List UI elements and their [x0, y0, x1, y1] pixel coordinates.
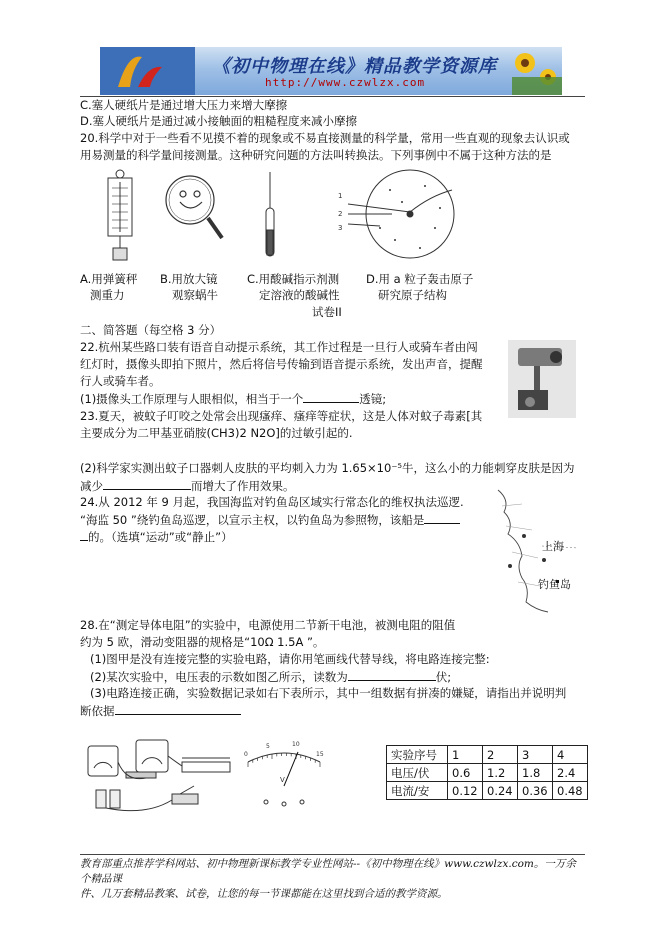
banner-url[interactable]: http://www.czwlzx.com	[265, 76, 426, 89]
q23-line2: 主要成分为二甲基亚硝胺(CH3)2 N2O]的过敏引起的.	[80, 426, 353, 440]
q28-sub2: (2)某次实验中，电压表的示数如图乙所示，读数为 伏;	[90, 670, 452, 684]
q24-line2: “海监 50 ”绕钓鱼岛巡逻，以宣示主权，以钓鱼岛为参照物，该船是	[80, 511, 460, 528]
q28-sub3: (3)电路连接正确，实验数据记录如右下表所示，其中一组数据有拼凑的嫌疑，请指出并说明判	[90, 686, 567, 700]
map-figure	[492, 486, 584, 614]
table-cell: 电流/安	[387, 782, 448, 800]
section-heading: 二、简答题（每空格 3 分）	[80, 323, 222, 337]
magnifier-icon	[166, 176, 222, 238]
table-cell: 2	[483, 746, 518, 764]
q22-sub1: (1)摄像头工作原理与人眼相似，相当于一个 透镜;	[80, 392, 387, 406]
table-cell: 实验序号	[387, 746, 448, 764]
footer-rule	[80, 854, 585, 855]
leaves-decoration	[512, 77, 562, 95]
footer-line2: 件、几万套精品教案、试卷，让您的每一节课都能在这里找到合适的教学资源。	[80, 888, 448, 900]
table-row	[387, 746, 588, 764]
spring-scale-icon	[108, 170, 132, 260]
q20-line2: 用易测量的科学量间接测量。这种研究问题的方法叫转换法。下列事例中不属于这种方法的是	[80, 148, 552, 162]
dial-tick-label: 10	[292, 741, 300, 748]
dial-tick-label: 15	[316, 751, 324, 758]
q22-line2: 红灯时，摄像头即拍下照片，然后将信号传输到语音提示系统，发出声音，提醒	[80, 357, 483, 371]
table-cell: 0.6	[448, 764, 483, 782]
map-label-diaoyu: 钓鱼岛	[538, 578, 571, 591]
table-cell: 0.12	[448, 782, 483, 800]
q20-line1: 20.科学中对于一些看不见摸不着的现象或不易直接测量的科学量，常用一些直观的现象去认识或	[80, 131, 570, 145]
paper-label: 试卷II	[312, 305, 342, 319]
table-row	[387, 764, 588, 782]
table-cell: 2.4	[553, 764, 588, 782]
rheostat-icon	[182, 762, 230, 772]
table-cell: 4	[553, 746, 588, 764]
q20-option-b: B.用放大镜 观察蜗牛	[160, 272, 218, 302]
data-table	[386, 745, 588, 800]
answer-blank[interactable]	[348, 668, 436, 681]
q23-line1: 23.夏天，被蚊子叮咬之处常会出现瘙痒、瘙痒等症状，这是人体对蚊子毒素[其	[80, 409, 483, 423]
table-row	[387, 782, 588, 800]
logo-backdrop	[100, 47, 195, 95]
ammeter-icon	[88, 746, 118, 776]
q22-line3: 行人或骑车者。	[80, 374, 161, 388]
test-tube-icon	[266, 172, 274, 256]
q28-line2: 约为 5 欧，滑动变阻器的规格是“10Ω 1.5A ”。	[80, 635, 325, 649]
dial-needle	[284, 752, 298, 786]
map-label-shanghai: 上海	[542, 540, 564, 553]
header-banner	[100, 47, 562, 95]
voltmeter-dial-figure	[236, 734, 332, 818]
q28-line1: 28.在“测定导体电阻”的实验中，电源使用二节新干电池，被测电阻的阻值	[80, 618, 456, 632]
table-cell: 0.24	[483, 782, 518, 800]
answer-blank[interactable]	[424, 511, 460, 524]
q20-option-d: D.用 a 粒子轰击原子 研究原子结构	[366, 272, 474, 302]
voltmeter-icon	[136, 740, 168, 772]
svg-text:3: 3	[338, 224, 343, 232]
answer-blank[interactable]	[103, 477, 191, 490]
q20-option-c: C.用酸碱指示剂测 定溶液的酸碱性	[247, 272, 340, 302]
answer-blank-cont[interactable]	[80, 528, 88, 541]
answer-blank[interactable]	[303, 390, 359, 403]
q28-sub1: (1)图甲是没有连接完整的实验电路，请你用笔画线代替导线，将电路连接完整:	[90, 652, 490, 666]
q20-illustrations	[80, 168, 580, 268]
q24-line3: 的。（选填“运动”或“静止”）	[80, 528, 233, 545]
svg-text:2: 2	[338, 210, 343, 218]
coast-map	[492, 486, 584, 614]
option-c: C.塞人硬纸片是通过增大压力来增大摩擦	[80, 98, 288, 112]
q23-sub2: (2)科学家实测出蚊子口器刺人皮肤的平均刺入力为 1.65×10⁻⁵牛，这么小的力能刺穿皮肤是因为	[80, 461, 575, 475]
option-d: D.塞人硬纸片是通过减小接触面的粗糙程度来减小摩擦	[80, 114, 358, 128]
table-cell: 电压/伏	[387, 764, 448, 782]
table-cell: 0.36	[518, 782, 553, 800]
q28-sub3-cont: 断依据	[80, 702, 241, 719]
footer	[80, 857, 585, 902]
q20-option-a: A.用弹簧秤 测重力	[80, 272, 138, 302]
banner-title: 《初中物理在线》精品教学资源库	[212, 56, 497, 77]
table-cell: 1.2	[483, 764, 518, 782]
footer-line1: 教育部重点推荐学科网站、初中物理新课标教学专业性网站--《初中物理在线》www.czwlzx.com。一万余个精品课	[80, 858, 576, 885]
q22-line1: 22.杭州某些路口装有语音自动提示系统，其工作过程是一旦行人或骑车者由闯	[80, 340, 478, 354]
dial-tick-label: 0	[244, 751, 248, 758]
table-cell: 3	[518, 746, 553, 764]
table-cell: 0.48	[553, 782, 588, 800]
q24-line1: 24.从 2012 年 9 月起，我国海监对钓鱼岛区域实行常态化的维权执法巡逻.	[80, 495, 464, 509]
table-cell: 1	[448, 746, 483, 764]
svg-text:1: 1	[338, 192, 343, 200]
battery-icon-2	[110, 790, 120, 808]
camera-photo	[508, 340, 576, 418]
dial-unit: V	[280, 776, 285, 784]
answer-blank[interactable]	[115, 702, 241, 715]
table-cell: 1.8	[518, 764, 553, 782]
atom-bombardment-icon	[338, 170, 454, 258]
battery-icon	[96, 790, 106, 808]
dial-tick-label: 5	[266, 743, 270, 750]
switch-icon	[172, 794, 198, 804]
q23-sub2-cont: 减少 而增大了作用效果。	[80, 479, 295, 493]
circuit-figure	[86, 738, 236, 818]
